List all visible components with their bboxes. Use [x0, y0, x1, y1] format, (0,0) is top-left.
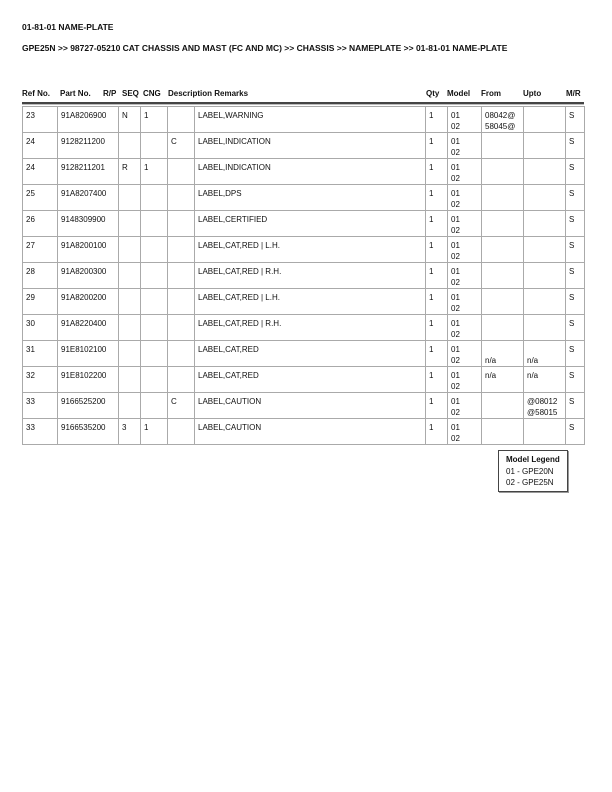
model-line: 02: [451, 122, 460, 131]
cell-rp: [119, 237, 141, 263]
column-header: Qty: [426, 89, 440, 98]
upto-line: [527, 344, 562, 355]
from-line: [485, 199, 520, 210]
cell-mr: S: [566, 107, 585, 133]
upto-line: [527, 121, 562, 132]
table-row: [23, 185, 585, 211]
cell-seq: [141, 367, 168, 393]
from-line: [485, 344, 520, 355]
cell-desc: LABEL,CAT,RED | R.H.: [195, 263, 426, 289]
model-line: 02: [451, 252, 460, 261]
cell-upto: [524, 263, 566, 289]
cell-part: 91A8200300: [58, 263, 119, 289]
cell-seq: [141, 263, 168, 289]
model-line: 02: [451, 174, 460, 183]
cell-ref: 30: [23, 315, 58, 341]
column-header: CNG: [143, 89, 161, 98]
cell-seq: 1: [141, 159, 168, 185]
table-row: [23, 263, 585, 289]
cell-upto: [524, 367, 566, 393]
breadcrumb: GPE25N >> 98727-05210 CAT CHASSIS AND MAST (FC AND MC) >> CHASSIS >> NAMEPLATE >> 01-81-01 NAME-PLATE: [22, 43, 508, 53]
cell-ref: 33: [23, 419, 58, 445]
from-line: [485, 407, 520, 418]
upto-line: @08012: [527, 397, 558, 406]
upto-line: @58015: [527, 408, 558, 417]
cell-ref: 26: [23, 211, 58, 237]
cell-ref: 24: [23, 159, 58, 185]
model-line: 01: [451, 215, 460, 224]
model-line: 02: [451, 304, 460, 313]
cell-mr: S: [566, 133, 585, 159]
model-line: 01: [451, 137, 460, 146]
upto-line: [527, 266, 562, 277]
column-header: Model: [447, 89, 471, 98]
legend-item: 02 - GPE25N: [506, 478, 554, 487]
model-line: 02: [451, 278, 460, 287]
cell-part: 91A8200200: [58, 289, 119, 315]
cell-from: [482, 263, 524, 289]
upto-line: [527, 329, 562, 340]
cell-upto: [524, 315, 566, 341]
cell-from: [482, 289, 524, 315]
cell-desc: LABEL,DPS: [195, 185, 426, 211]
upto-line: [527, 277, 562, 288]
cell-from: [482, 133, 524, 159]
cell-cng: [168, 107, 195, 133]
cell-part: 91E8102200: [58, 367, 119, 393]
upto-line: [527, 199, 562, 210]
cell-part: 91A8207400: [58, 185, 119, 211]
cell-cng: [168, 419, 195, 445]
cell-model: [448, 393, 482, 419]
cell-cng: [168, 159, 195, 185]
column-header: SEQ: [122, 89, 139, 98]
cell-upto: [524, 211, 566, 237]
model-line: 02: [451, 408, 460, 417]
cell-desc: LABEL,CAT,RED | R.H.: [195, 315, 426, 341]
model-line: 02: [451, 200, 460, 209]
cell-qty: 1: [426, 263, 448, 289]
model-line: 01: [451, 319, 460, 328]
cell-cng: [168, 289, 195, 315]
upto-line: [527, 173, 562, 184]
upto-line: [527, 303, 562, 314]
column-header: Ref No.: [22, 89, 50, 98]
upto-line: [527, 318, 562, 329]
from-line: [485, 303, 520, 314]
cell-model: [448, 159, 482, 185]
from-line: n/a: [485, 356, 497, 365]
cell-part: 91E8102100: [58, 341, 119, 367]
from-line: [485, 381, 520, 392]
model-line: 01: [451, 345, 460, 354]
cell-qty: 1: [426, 315, 448, 341]
cell-model: [448, 107, 482, 133]
from-line: [485, 188, 520, 199]
cell-model: [448, 419, 482, 445]
upto-line: [527, 110, 562, 121]
cell-rp: [119, 341, 141, 367]
column-header: R/P: [103, 89, 117, 98]
upto-line: [527, 162, 562, 173]
cell-cng: [168, 263, 195, 289]
model-legend: [498, 450, 568, 492]
from-line: [485, 173, 520, 184]
model-line: 01: [451, 423, 460, 432]
model-line: 01: [451, 189, 460, 198]
from-line: [485, 396, 520, 407]
cell-cng: C: [168, 133, 195, 159]
cell-seq: 1: [141, 419, 168, 445]
table-row: [23, 237, 585, 263]
cell-qty: 1: [426, 107, 448, 133]
cell-model: [448, 133, 482, 159]
cell-desc: LABEL,CAT,RED: [195, 367, 426, 393]
cell-rp: [119, 315, 141, 341]
upto-line: [527, 433, 562, 444]
upto-line: [527, 240, 562, 251]
cell-part: 9148309900: [58, 211, 119, 237]
cell-ref: 23: [23, 107, 58, 133]
table-row: [23, 211, 585, 237]
cell-qty: 1: [426, 211, 448, 237]
cell-desc: LABEL,CAUTION: [195, 419, 426, 445]
from-line: [485, 162, 520, 173]
cell-model: [448, 289, 482, 315]
cell-from: [482, 393, 524, 419]
from-line: [485, 292, 520, 303]
cell-mr: S: [566, 289, 585, 315]
upto-line: [527, 381, 562, 392]
from-line: [485, 225, 520, 236]
cell-model: [448, 263, 482, 289]
cell-upto: [524, 107, 566, 133]
cell-rp: [119, 289, 141, 315]
upto-line: [527, 225, 562, 236]
cell-from: [482, 315, 524, 341]
table-row: [23, 159, 585, 185]
cell-part: 91A8206900: [58, 107, 119, 133]
page-title: 01-81-01 NAME-PLATE: [22, 22, 114, 32]
model-line: 01: [451, 163, 460, 172]
cell-seq: [141, 289, 168, 315]
column-header: Description Remarks: [168, 89, 249, 98]
cell-cng: [168, 211, 195, 237]
upto-line: [527, 188, 562, 199]
cell-seq: [141, 133, 168, 159]
cell-upto: [524, 341, 566, 367]
cell-mr: S: [566, 263, 585, 289]
cell-rp: 3: [119, 419, 141, 445]
cell-desc: LABEL,CAUTION: [195, 393, 426, 419]
cell-rp: [119, 263, 141, 289]
cell-part: 9128211200: [58, 133, 119, 159]
cell-qty: 1: [426, 185, 448, 211]
column-header: Upto: [523, 89, 542, 98]
column-header: From: [481, 89, 501, 98]
cell-qty: 1: [426, 237, 448, 263]
legend-title: Model Legend: [506, 455, 560, 464]
cell-desc: LABEL,INDICATION: [195, 133, 426, 159]
cell-upto: [524, 159, 566, 185]
cell-rp: [119, 211, 141, 237]
from-line: [485, 329, 520, 340]
model-line: 01: [451, 371, 460, 380]
cell-seq: [141, 341, 168, 367]
cell-desc: LABEL,CERTIFIED: [195, 211, 426, 237]
parts-table: [22, 106, 585, 445]
model-line: 01: [451, 397, 460, 406]
cell-mr: S: [566, 419, 585, 445]
model-line: 02: [451, 148, 460, 157]
cell-cng: [168, 367, 195, 393]
cell-mr: S: [566, 211, 585, 237]
cell-ref: 31: [23, 341, 58, 367]
cell-upto: [524, 393, 566, 419]
cell-mr: S: [566, 367, 585, 393]
cell-part: 91A8200100: [58, 237, 119, 263]
cell-model: [448, 237, 482, 263]
from-line: [485, 240, 520, 251]
cell-cng: [168, 341, 195, 367]
cell-from: [482, 159, 524, 185]
cell-upto: [524, 289, 566, 315]
table-row: [23, 289, 585, 315]
cell-cng: C: [168, 393, 195, 419]
model-line: 01: [451, 241, 460, 250]
table-row: [23, 315, 585, 341]
cell-model: [448, 341, 482, 367]
cell-rp: N: [119, 107, 141, 133]
cell-seq: [141, 185, 168, 211]
upto-line: [527, 147, 562, 158]
from-line: [485, 277, 520, 288]
cell-part: 9128211201: [58, 159, 119, 185]
table-row: [23, 393, 585, 419]
cell-ref: 32: [23, 367, 58, 393]
cell-qty: 1: [426, 133, 448, 159]
model-line: 01: [451, 111, 460, 120]
cell-from: [482, 341, 524, 367]
cell-ref: 24: [23, 133, 58, 159]
cell-upto: [524, 133, 566, 159]
cell-from: [482, 367, 524, 393]
from-line: 08042@: [485, 111, 516, 120]
from-line: [485, 136, 520, 147]
from-line: [485, 214, 520, 225]
model-line: 02: [451, 356, 460, 365]
cell-mr: S: [566, 159, 585, 185]
from-line: [485, 147, 520, 158]
cell-from: [482, 211, 524, 237]
legend-item: 01 - GPE20N: [506, 467, 554, 476]
upto-line: [527, 136, 562, 147]
table-row: [23, 133, 585, 159]
cell-from: [482, 419, 524, 445]
header-divider: [22, 102, 584, 105]
column-header: Part No.: [60, 89, 91, 98]
table-row: [23, 419, 585, 445]
upto-line: n/a: [527, 356, 539, 365]
cell-mr: S: [566, 393, 585, 419]
upto-line: [527, 214, 562, 225]
model-line: 02: [451, 226, 460, 235]
cell-qty: 1: [426, 159, 448, 185]
from-line: [485, 422, 520, 433]
table-row: [23, 341, 585, 367]
cell-part: 91A8220400: [58, 315, 119, 341]
cell-from: [482, 237, 524, 263]
cell-rp: R: [119, 159, 141, 185]
cell-rp: [119, 185, 141, 211]
cell-model: [448, 185, 482, 211]
upto-line: [527, 422, 562, 433]
cell-from: [482, 107, 524, 133]
table-row: [23, 107, 585, 133]
cell-part: 9166525200: [58, 393, 119, 419]
model-line: 01: [451, 267, 460, 276]
from-line: 58045@: [485, 122, 516, 131]
cell-desc: LABEL,CAT,RED | L.H.: [195, 289, 426, 315]
cell-desc: LABEL,CAT,RED | L.H.: [195, 237, 426, 263]
table-row: [23, 367, 585, 393]
model-line: 02: [451, 434, 460, 443]
cell-seq: [141, 211, 168, 237]
from-line: [485, 433, 520, 444]
cell-qty: 1: [426, 289, 448, 315]
cell-upto: [524, 185, 566, 211]
from-line: [485, 251, 520, 262]
cell-mr: S: [566, 237, 585, 263]
from-line: [485, 266, 520, 277]
upto-line: [527, 251, 562, 262]
cell-cng: [168, 315, 195, 341]
cell-ref: 27: [23, 237, 58, 263]
cell-upto: [524, 237, 566, 263]
cell-seq: 1: [141, 107, 168, 133]
cell-cng: [168, 185, 195, 211]
cell-qty: 1: [426, 419, 448, 445]
cell-qty: 1: [426, 367, 448, 393]
cell-rp: [119, 133, 141, 159]
upto-line: [527, 292, 562, 303]
cell-cng: [168, 237, 195, 263]
cell-mr: S: [566, 315, 585, 341]
cell-part: 9166535200: [58, 419, 119, 445]
cell-qty: 1: [426, 341, 448, 367]
cell-model: [448, 315, 482, 341]
cell-ref: 33: [23, 393, 58, 419]
cell-ref: 25: [23, 185, 58, 211]
cell-mr: S: [566, 341, 585, 367]
cell-rp: [119, 393, 141, 419]
cell-mr: S: [566, 185, 585, 211]
model-line: 01: [451, 293, 460, 302]
cell-desc: LABEL,CAT,RED: [195, 341, 426, 367]
from-line: n/a: [485, 371, 497, 380]
from-line: [485, 318, 520, 329]
cell-seq: [141, 393, 168, 419]
cell-seq: [141, 315, 168, 341]
cell-rp: [119, 367, 141, 393]
cell-ref: 28: [23, 263, 58, 289]
model-line: 02: [451, 330, 460, 339]
cell-seq: [141, 237, 168, 263]
cell-model: [448, 367, 482, 393]
cell-from: [482, 185, 524, 211]
cell-model: [448, 211, 482, 237]
cell-desc: LABEL,WARNING: [195, 107, 426, 133]
column-header: M/R: [566, 89, 581, 98]
cell-upto: [524, 419, 566, 445]
model-line: 02: [451, 382, 460, 391]
cell-qty: 1: [426, 393, 448, 419]
cell-ref: 29: [23, 289, 58, 315]
upto-line: n/a: [527, 371, 539, 380]
cell-desc: LABEL,INDICATION: [195, 159, 426, 185]
